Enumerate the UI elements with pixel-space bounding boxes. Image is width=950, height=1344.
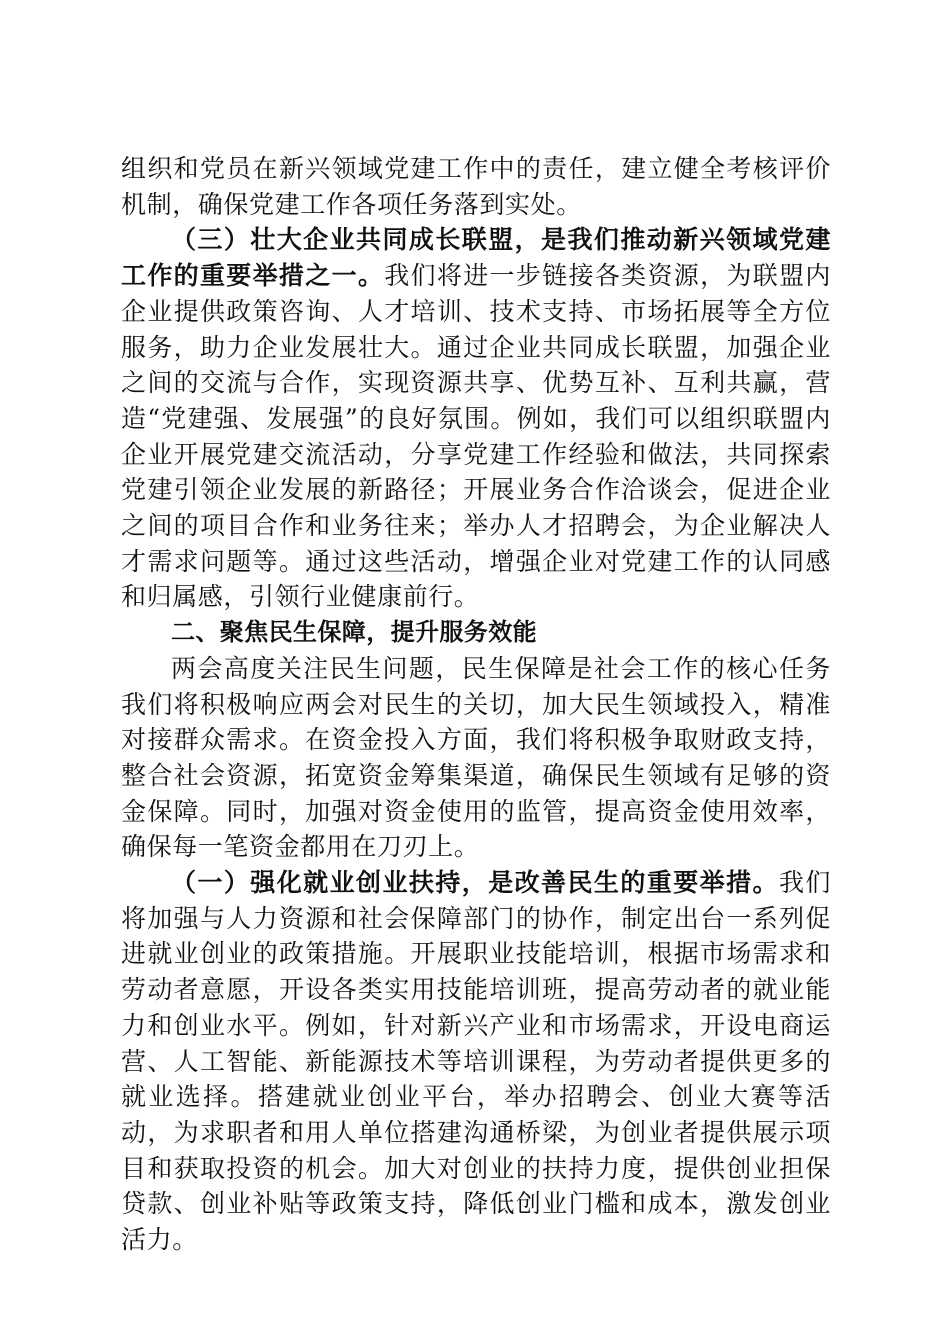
paragraph-employment <box>121 865 831 1258</box>
paragraph-text: 我们将进一步链接各类资源，为联盟内企业提供政策咨询、人才培训、技术支持、市场拓展等全方位服务，助力企业发展壮大。通过企业共同成长联盟，加强企业之间的交流与合作，实现资源共享、优势互补、互利共赢，营造“党建强、发展强”的良好氛围。例如，我们可以组织联盟内企业开展党建交流活动，分享党建工作经验和做法，共同探索党建引领企业发展的新路径；开展业务合作洽谈会，促进企业之间的项目合作和业务往来；举办人才招聘会，为企业解决人才需求问题等。通过这些活动，增强企业对党建工作的认同感和归属感，引领行业健康前行。 <box>121 261 831 612</box>
paragraph-continuation <box>121 151 831 222</box>
paragraph-lead: （三）壮大企业共同成长联盟，是我们推动新兴领域党建工作的重要举措之一。 <box>121 225 831 291</box>
section-heading <box>121 615 831 651</box>
paragraph-alliance <box>121 222 831 615</box>
paragraph-livelihood <box>121 651 831 865</box>
section-heading-text: 二、聚焦民生保障，提升服务效能 <box>171 618 537 647</box>
paragraph-lead: （一）强化就业创业扶持，是改善民生的重要举措。 <box>171 868 779 898</box>
paragraph-text: 两会高度关注民生问题，民生保障是社会工作的核心任务我们将积极响应两会对民生的关切，加大民生领域投入，精准对接群众需求。在资金投入方面，我们将积极争取财政支持，整合社会资源，拓宽资金筹集渠道，确保民生领域有足够的资金保障。同时，加强对资金使用的监管，提高资金使用效率，确保每一笔资金都用在刀刃上。 <box>121 653 831 862</box>
paragraph-text: 我们将加强与人力资源和社会保障部门的协作，制定出台一系列促进就业创业的政策措施。开展职业技能培训，根据市场需求和劳动者意愿，开设各类实用技能培训班，提高劳动者的就业能力和创业水平。例如，针对新兴产业和市场需求，开设电商运营、人工智能、新能源技术等培训课程，为劳动者提供更多的就业选择。搭建就业创业平台，举办招聘会、创业大赛等活动，为求职者和用人单位搭建沟通桥梁，为创业者提供展示项目和获取投资的机会。加大对创业的扶持力度，提供创业担保贷款、创业补贴等政策支持，降低创业门槛和成本，激发创业活力。 <box>121 868 832 1255</box>
document-page <box>121 151 831 1258</box>
paragraph-text: 组织和党员在新兴领域党建工作中的责任，建立健全考核评价机制，确保党建工作各项任务落到实处。 <box>121 154 831 219</box>
